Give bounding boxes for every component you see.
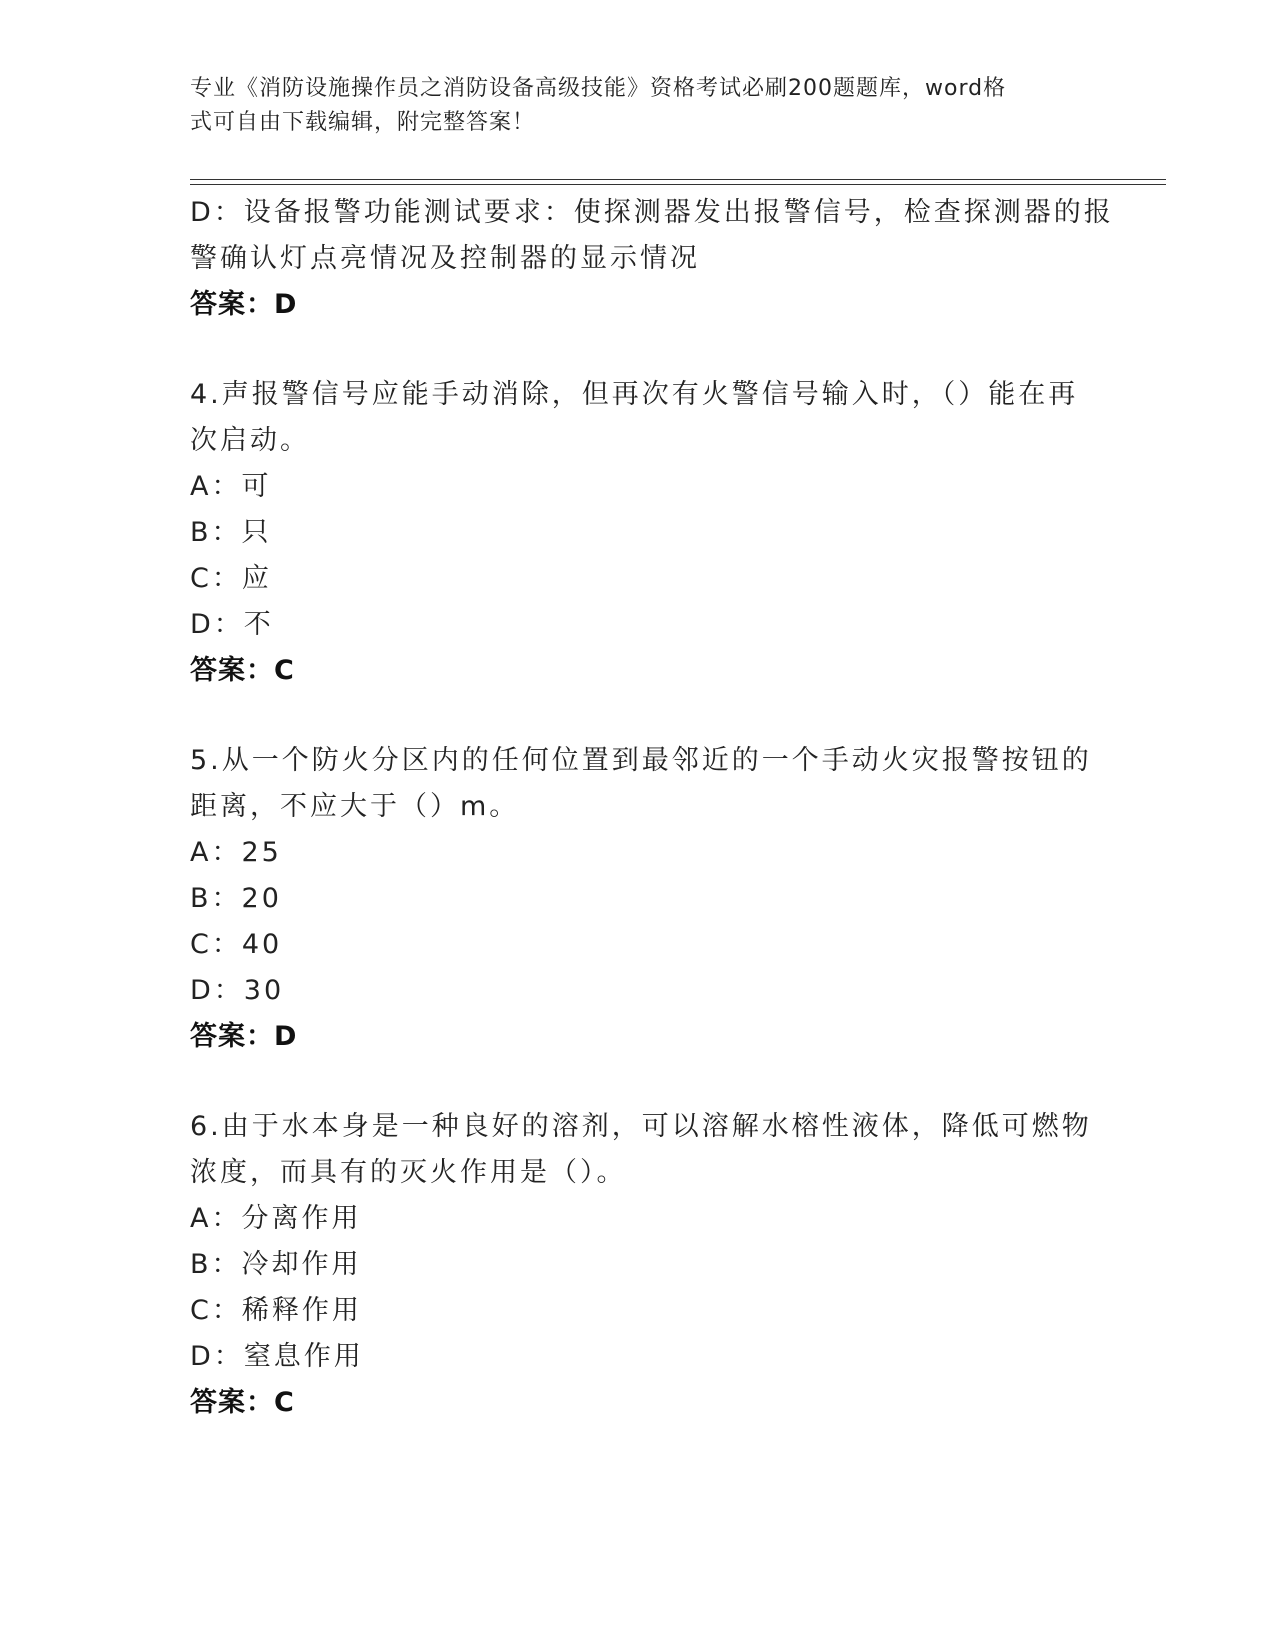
question-stem-line-2: 距离，不应大于（）m。 — [190, 791, 520, 822]
question-stem-line-1: 4.声报警信号应能手动消除，但再次有火警信号输入时，（）能在再 — [190, 379, 1079, 410]
header-divider-bottom — [190, 184, 1166, 185]
spacer — [190, 694, 1090, 738]
question-stem-line-1: 5.从一个防火分区内的任何位置到最邻近的一个手动火灾报警按钮的 — [190, 745, 1092, 776]
option-a: A：分离作用 — [190, 1203, 362, 1234]
option-d-line-2: 警确认灯点亮情况及控制器的显示情况 — [190, 243, 700, 274]
question-stem-line-2: 次启动。 — [190, 425, 310, 456]
question-5 — [190, 738, 1090, 1060]
option-c: C：40 — [190, 929, 283, 960]
answer-line: 答案：C — [190, 655, 295, 686]
question-stem-line-1: 6.由于水本身是一种良好的溶剂，可以溶解水榕性液体，降低可燃物 — [190, 1111, 1092, 1142]
answer-line: 答案：D — [190, 1021, 298, 1052]
option-c: C：应 — [190, 563, 272, 594]
document-header — [190, 72, 1070, 140]
option-b: B：冷却作用 — [190, 1249, 362, 1280]
question-stem-line-2: 浓度，而具有的灭火作用是（）。 — [190, 1157, 627, 1188]
option-c: C：稀释作用 — [190, 1295, 362, 1326]
spacer — [190, 1060, 1090, 1104]
option-b: B：只 — [190, 517, 272, 548]
question-6 — [190, 1104, 1090, 1426]
question-content — [190, 190, 1114, 1426]
answer-line: 答案：C — [190, 1387, 295, 1418]
option-d: D：不 — [190, 609, 274, 640]
option-d: D：窒息作用 — [190, 1341, 364, 1372]
question-3-tail — [190, 190, 1114, 328]
option-a: A：可 — [190, 471, 272, 502]
option-a: A：25 — [190, 837, 282, 868]
option-b: B：20 — [190, 883, 282, 914]
option-d-line-1: D：设备报警功能测试要求：使探测器发出报警信号，检查探测器的报 — [190, 197, 1114, 228]
question-4 — [190, 372, 1090, 694]
spacer — [190, 328, 1090, 372]
option-d: D：30 — [190, 975, 285, 1006]
answer-line: 答案：D — [190, 289, 298, 320]
header-divider-top — [190, 179, 1166, 180]
header-line-2: 式可自由下载编辑，附完整答案！ — [190, 110, 536, 135]
header-line-1: 专业《消防设施操作员之消防设备高级技能》资格考试必刷200题题库，word格 — [190, 76, 1007, 101]
